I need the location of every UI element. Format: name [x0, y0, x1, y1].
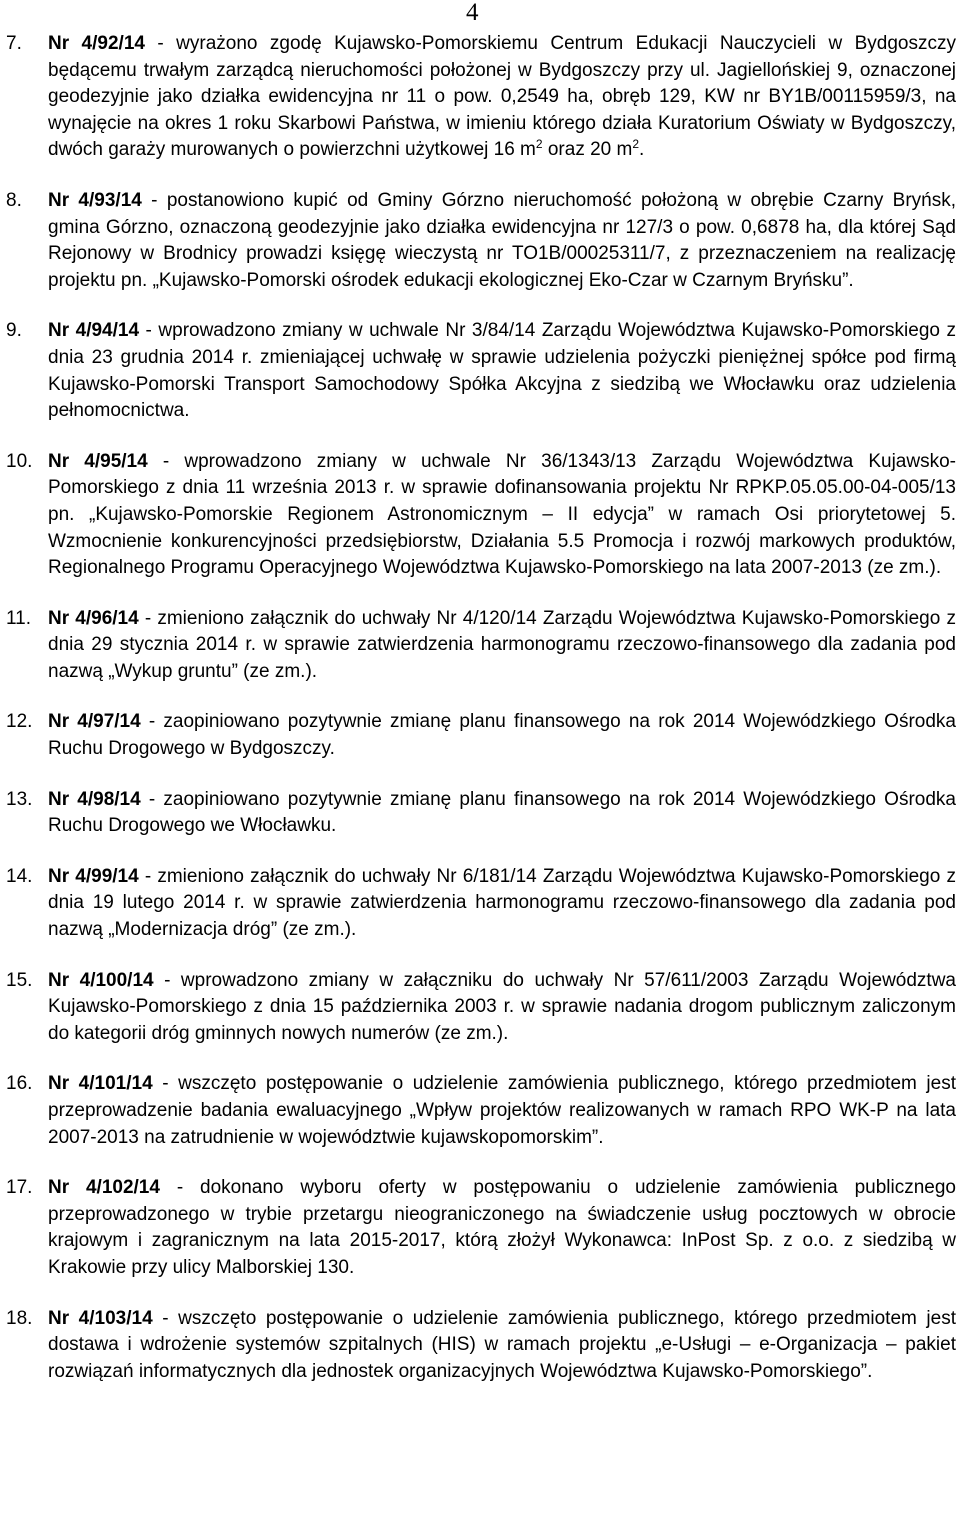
item-number: 7. [6, 33, 22, 54]
item-body-cont: oraz 20 m [542, 139, 633, 161]
item-body: - zaopiniowano pozytywnie zmianę planu finansowego na rok 2014 Wojewódzkiego Ośrodka Ruchu Drogowego w Bydgoszczy. [48, 711, 956, 760]
item-body: - wszczęto postępowanie o udzielenie zamówienia publicznego, którego przedmiotem jest dostawa i wdrożenie systemów szpitalnych (HIS) w ramach projektu „e-Usługi – e-Organizacja – pakiet rozwiązań informatycznych dla jednostek organizacyjnych Województwa Kujawsko-Pomorskiego”. [48, 1307, 956, 1382]
superscript: 2 [632, 137, 640, 152]
item-number: 16. [6, 1073, 33, 1095]
resolution-ref: Nr 4/96/14 [48, 607, 139, 629]
item-body: - wprowadzono zmiany w załączniku do uchwały Nr 57/611/2003 Zarządu Województwa Kujawsko-Pomorskiego z dnia 15 października 2003 r. w sprawie nadania drogom publicznym zaliczonym do kategorii dróg gminnych nowych numerów (ze zm.). [48, 969, 957, 1044]
item-number: 15. [6, 969, 33, 991]
item-number: 8. [6, 189, 22, 211]
item-number: 9. [6, 320, 22, 342]
item-body: - wprowadzono zmiany w uchwale Nr 36/1343/13 Zarządu Województwa Kujawsko-Pomorskiego z dnia 11 września 2013 r. w sprawie dofinansowania projektu Nr RPKP.05.05.00-04-005/13 pn. „Kujawsko-Pomorskie Regionem Astronomicznym – II edycja” w ramach Osi priorytetowej 5. Wzmocnienie konkurencyjności przedsiębiorstw, Działania 5.5 Promocja i rozwój markowych produktów, Regionalnego Programu Operacyjnego Województwa Kujawsko-Pomorskiego na lata 2007-2013 (ze zm.). [48, 450, 956, 579]
list-item [6, 1306, 956, 1386]
resolution-ref: Nr 4/92/14 [48, 33, 145, 54]
resolution-ref: Nr 4/100/14 [48, 969, 154, 991]
item-body: - zmieniono załącznik do uchwały Nr 4/120/14 Zarządu Województwa Kujawsko-Pomorskiego z dnia 29 stycznia 2014 r. w sprawie zatwierdzenia harmonogramu rzeczowo-finansowego dla zadania pod nazwą „Wykup gruntu” (ze zm.). [48, 607, 956, 682]
item-text [48, 606, 956, 686]
item-number: 17. [6, 1177, 33, 1199]
resolution-ref: Nr 4/97/14 [48, 711, 141, 733]
resolution-ref: Nr 4/103/14 [48, 1307, 153, 1329]
list-item [6, 787, 956, 840]
resolution-ref: Nr 4/95/14 [48, 450, 148, 472]
resolution-ref: Nr 4/101/14 [48, 1073, 153, 1095]
item-body: - wprowadzono zmiany w uchwale Nr 3/84/14 Zarządu Województwa Kujawsko-Pomorskiego z dnia 23 grudnia 2014 r. zmieniającej uchwałę w sprawie udzielenia pożyczki pieniężnej spółce pod firmą Kujawsko-Pomorski Transport Samochodowy Spółka Akcyjna z siedzibą we Włocławku oraz udzielenia pełnomocnictwa. [48, 320, 956, 422]
list-item [6, 968, 956, 1048]
item-body: - zaopiniowano pozytywnie zmianę planu finansowego na rok 2014 Wojewódzkiego Ośrodka Ruchu Drogowego we Włocławku. [48, 788, 956, 837]
item-text [48, 968, 956, 1048]
item-text [48, 709, 956, 762]
item-text [48, 1175, 956, 1281]
item-number: 14. [6, 865, 33, 887]
resolution-ref: Nr 4/93/14 [48, 189, 142, 211]
list-item [6, 606, 956, 686]
item-number: 12. [6, 711, 33, 733]
item-body: - zmieniono załącznik do uchwały Nr 6/181/14 Zarządu Województwa Kujawsko-Pomorskiego z dnia 19 lutego 2014 r. w sprawie zatwierdzenia harmonogramu rzeczowo-finansowego dla zadania pod nazwą „Modernizacja dróg” (ze zm.). [48, 865, 956, 941]
superscript: 2 [535, 137, 543, 152]
resolution-ref: Nr 4/94/14 [48, 320, 140, 342]
item-body: - postanowiono kupić od Gminy Górzno nieruchomość położoną w obrębie Czarny Bryńsk, gmina Górzno, oznaczoną geodezyjnie jako działka ewidencyjna nr 127/3 o pow. 0,6878 ha, dla której Sąd Rejonowy w Brodnicy prowadzi księgę wieczystą nr TO1B/00025311/7, z przeznaczeniem na realizację projektu pn. „Kujawsko-Pomorski ośrodek edukacji ekologicznej Eko-Czar w Czarnym Bryńsku”. [48, 189, 956, 291]
resolution-ref: Nr 4/98/14 [48, 788, 141, 810]
item-number: 13. [6, 788, 33, 810]
item-text [48, 449, 956, 582]
item-text [48, 1071, 956, 1151]
item-text [48, 864, 956, 944]
item-body-end: . [639, 139, 645, 161]
list-item [6, 1071, 956, 1151]
list-item [6, 31, 956, 164]
item-text [48, 31, 956, 164]
page-number: 4 [466, 0, 479, 26]
item-number: 18. [6, 1307, 33, 1329]
item-body: - dokonano wyboru oferty w postępowaniu o udzielenie zamówienia publicznego przeprowadzonego w trybie przetargu nieograniczonego na świadczenie usług pocztowych w obrocie krajowym i zagranicznym na lata 2015-2017, którą złożył Wykonawca: InPost Sp. z o.o. z siedzibą w Krakowie przy ulicy Malborskiej 130. [48, 1177, 957, 1278]
list-item [6, 864, 956, 944]
resolution-list [6, 31, 956, 1409]
item-number: 10. [6, 450, 33, 472]
list-item [6, 449, 956, 582]
list-item [6, 318, 956, 424]
item-text [48, 787, 956, 840]
item-text [48, 318, 956, 424]
resolution-ref: Nr 4/99/14 [48, 865, 139, 887]
list-item [6, 188, 956, 294]
item-number: 11. [6, 607, 32, 629]
item-text [48, 1306, 956, 1386]
item-body: - wszczęto postępowanie o udzielenie zamówienia publicznego, którego przedmiotem jest przeprowadzenie badania ewaluacyjnego „Wpływ projektów realizowanych w ramach RPO WK-P na lata 2007-2013 na zatrudnienie w województwie kujawskopomorskim”. [48, 1073, 956, 1148]
list-item [6, 1175, 956, 1281]
list-item [6, 709, 956, 762]
resolution-ref: Nr 4/102/14 [48, 1177, 160, 1199]
item-body: - wyrażono zgodę Kujawsko-Pomorskiemu Centrum Edukacji Nauczycieli w Bydgoszczy będącemu trwałym zarządcą nieruchomości położonej w Bydgoszczy przy ul. Jagiellońskiej 9, oznaczonej geodezyjnie jako działka ewidencyjna nr 11 o pow. 0,2549 ha, obręb 129, KW nr BY1B/00115959/3, na wynajęcie na okres 1 roku Skarbowi Państwa, w imieniu którego działa Kuratorium Oświaty w Bydgoszczy, dwóch garaży murowanych o powierzchni użytkowej 16 m [48, 33, 956, 161]
item-text [48, 188, 956, 294]
